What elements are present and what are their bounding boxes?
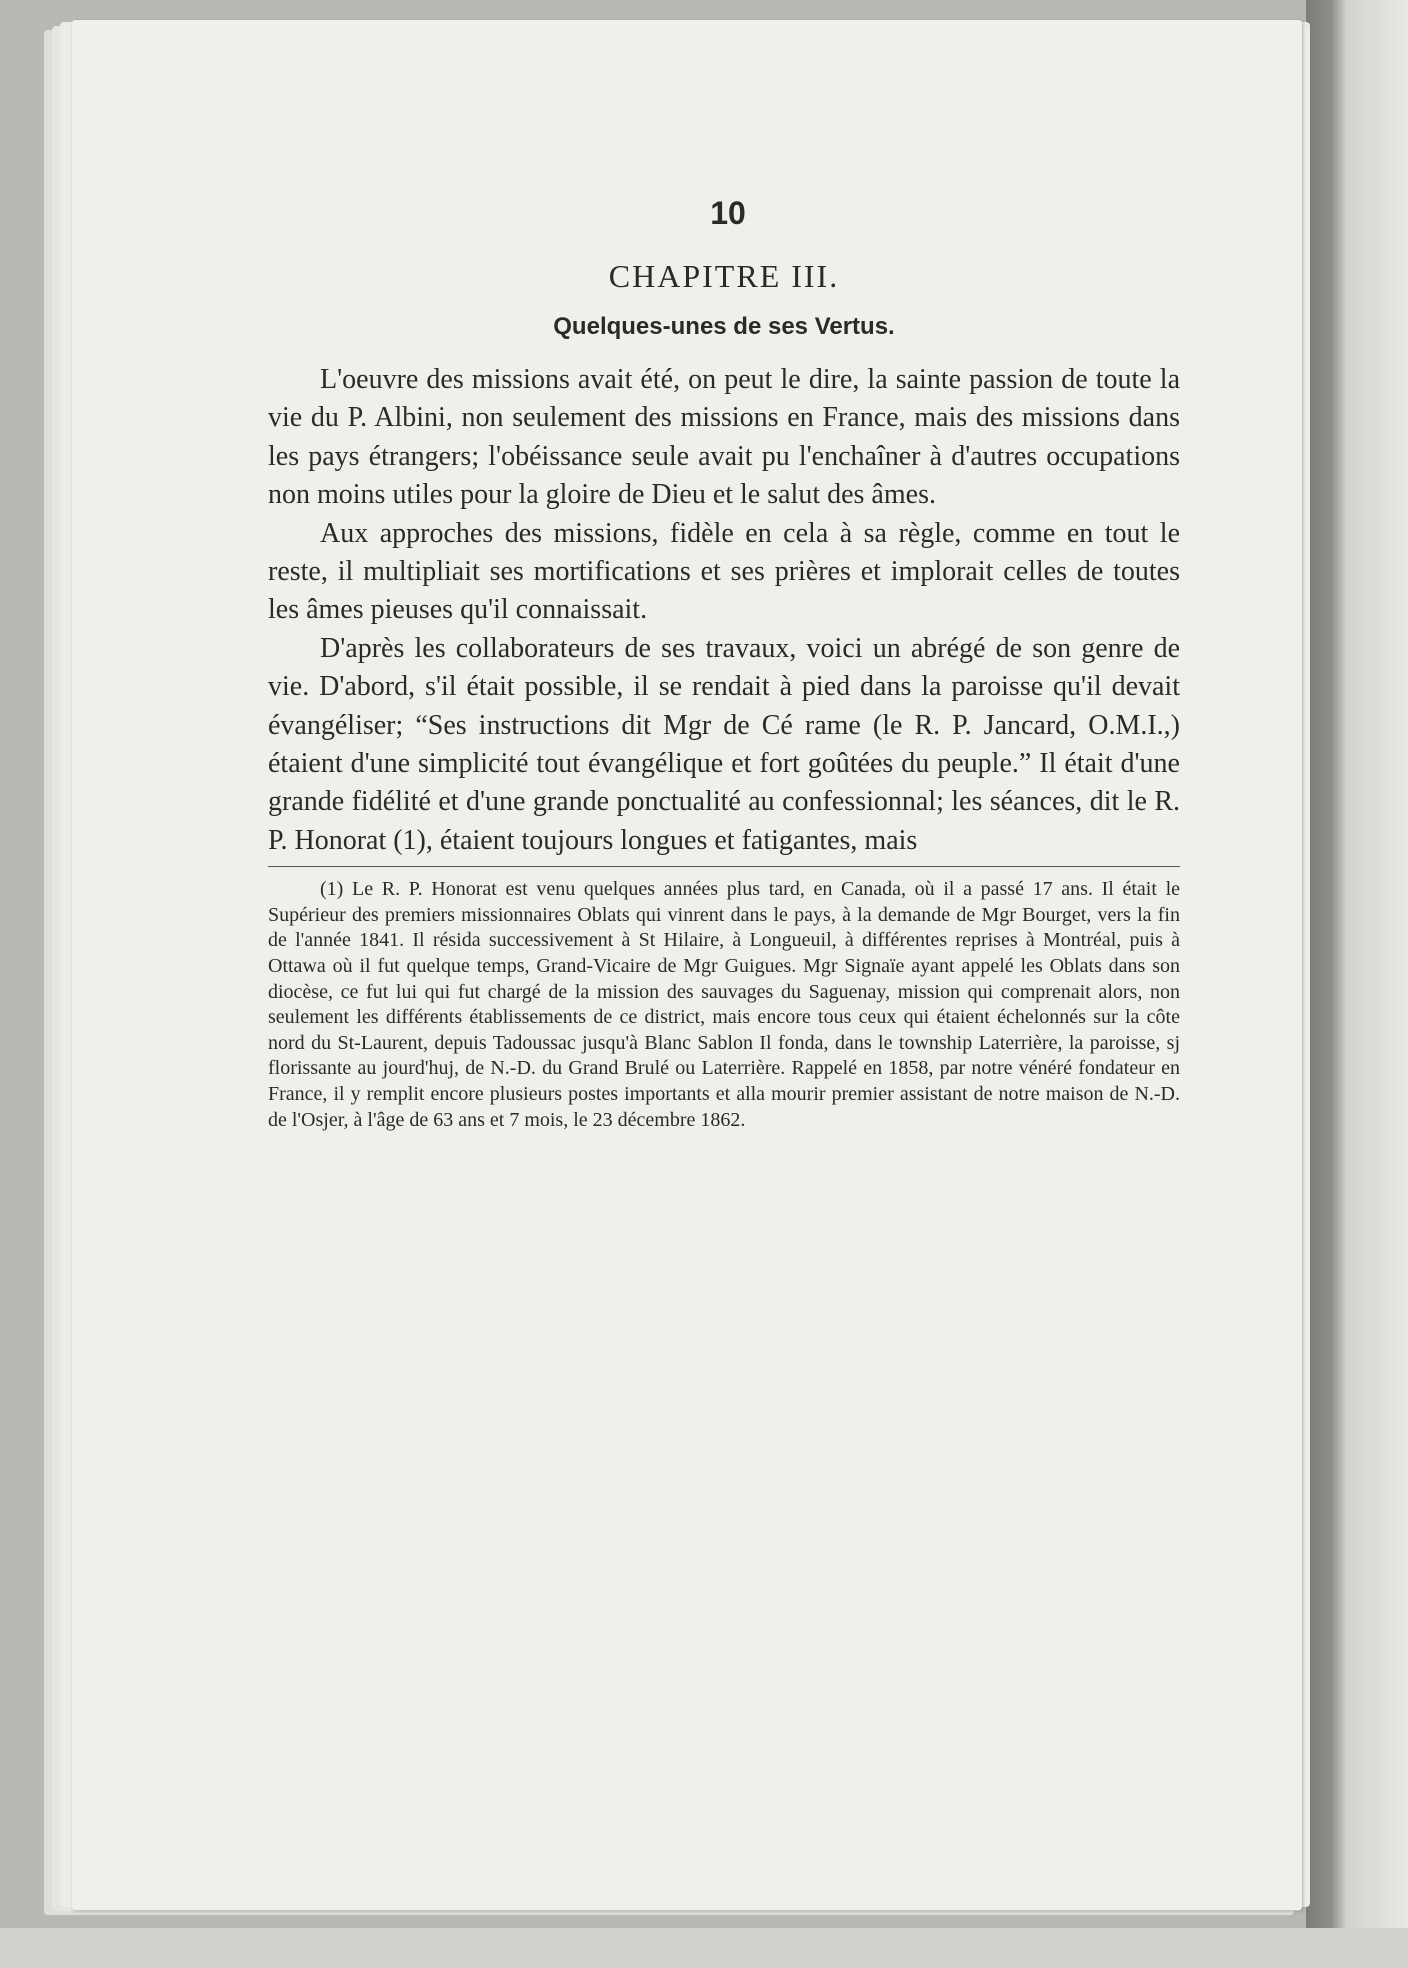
paragraph: Aux approches des missions, fidèle en cela à sa règle, comme en tout le reste, il multipliait ses mortifications et ses prières et implorait celles de toutes les âmes pieuses qu'il connaissait. [268, 517, 1180, 626]
body-text [268, 361, 1180, 860]
paragraph: L'oeuvre des missions avait été, on peut le dire, la sainte passion de toute la vie du P. Albini, non seulement des missions en France, mais des missions dans les pays étrangers; l'obéissance seule avait pu l'enchaîner à d'autres occupations non moins utiles pour la gloire de Dieu et le salut des âmes. [268, 364, 1180, 511]
adjacent-page-edge [1306, 0, 1408, 1968]
paragraph: D'après les collaborateurs de ses travaux, voici un abrégé de son genre de vie. D'abord, s'il était possible, il se rendait à pied dans la paroisse qu'il devait évangéliser; “Ses instructions dit Mgr de Cé rame (le R. P. Jancard, O.M.I.,) étaient d'une simplicité tout évangélique et fort goûtées du peuple.” Il était d'une grande fidélité et d'une grande ponctualité au confessionnal; les séances, dit le R. P. Honorat (1), étaient toujours longues et fatigantes, mais [268, 632, 1180, 856]
footnote [268, 877, 1180, 1133]
page-number: 10 [710, 195, 746, 231]
section-title: Quelques-unes de ses Vertus. [553, 313, 895, 340]
page-content [268, 195, 1180, 1133]
footnote-text: (1) Le R. P. Honorat est venu quelques années plus tard, en Canada, où il a passé 17 ans. Il était le Supérieur des premiers missionnaires Oblats qui vinrent dans le pays, à la demande de Mgr Bourget, vers la fin de l'année 1841. Il résida successivement à St Hilaire, à Longueuil, à différentes reprises à Montréal, puis à Ottawa où il fut quelque temps, Grand-Vicaire de Mgr Guigues. Mgr Signaïe ayant appelé les Oblats dans son diocèse, ce fut lui qui fut chargé de la mission des sauvages du Saguenay, mission qui comprenait alors, non seulement les différents établissements de ce district, mais encore tous ceux qui étaient échelonnés sur la côte nord du St-Laurent, depuis Tadoussac jusqu'à Blanc Sablon Il fonda, dans le township Laterrière, la paroisse, sj florissante au jourd'huj, de N.-D. du Grand Brulé ou Laterrière. Rappelé en 1858, par notre vénéré fondateur en France, il y remplit encore plusieurs postes importants et alla mourir premier assistant de notre maison de N.-D. de l'Osjer, à l'âge de 63 ans et 7 mois, le 23 décembre 1862. [268, 878, 1180, 1131]
scan-background [0, 1928, 1408, 1968]
footnote-divider [268, 866, 1180, 867]
book-page [72, 20, 1302, 1910]
chapter-title: CHAPITRE III. [608, 258, 840, 294]
